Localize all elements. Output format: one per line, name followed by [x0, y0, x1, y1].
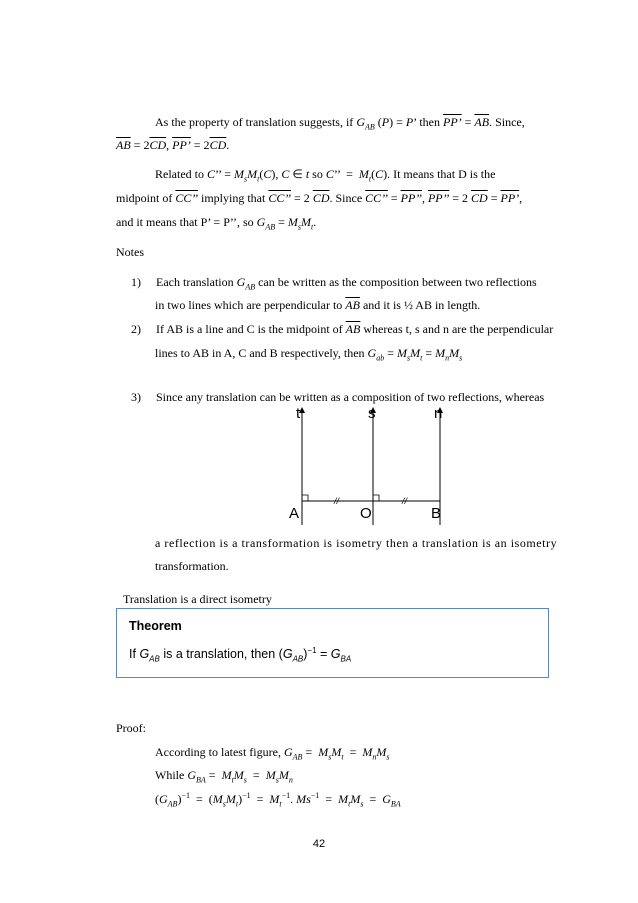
text-segment: a reflection is a transformation is isometry then a translation is an isometry	[155, 536, 558, 550]
tick-mark-right: //	[402, 496, 408, 506]
text-segment: If	[129, 647, 136, 661]
text-segment: and it means that P’ = P’’, so	[116, 215, 254, 229]
paragraph-related: Related to C’’ = $M_sM_t(C)$, C ∈ t so C’’ = $M_t(C)$. It means that D is the	[155, 167, 496, 184]
label-n: n	[434, 405, 443, 422]
right-angle-mark-a	[302, 495, 308, 501]
label-b: B	[431, 505, 442, 522]
reflection-figure	[280, 400, 480, 525]
list-number: 1)	[131, 275, 141, 289]
text-segment: Related to	[155, 167, 204, 181]
theorem-title: Theorem	[129, 619, 182, 633]
theorem-text: If $G_{AB}$ is a translation, then $(G_{AB})^{-1} = G_{BA}$	[129, 645, 352, 664]
paragraph-translation-property: As the property of translation suggests, if $G_{AB}$ (P) = P’ then PP’ = $\overline{AB}$. Since,	[155, 115, 525, 132]
text-segment: According to latest figure,	[155, 745, 281, 759]
note-2-line-2: lines to AB in A, C and B respectively, then $G_{ab} = M_sM_t = M_nM_s$	[155, 346, 463, 363]
translation-direct-isometry: Translation is a direct isometry	[123, 592, 272, 606]
text-segment: . Since,	[489, 115, 525, 129]
equation-line: $\overline{AB} = 2\overline{CD}$, PP’ = $2\overline{CD}$.	[116, 138, 230, 152]
label-t: t	[296, 405, 301, 422]
text-segment: and it is ½ AB in length.	[362, 298, 481, 312]
text-segment: As the property of translation suggests, if	[155, 115, 354, 129]
right-angle-mark-o	[373, 495, 379, 501]
theorem-box	[116, 608, 549, 678]
text-segment: midpoint of	[116, 191, 173, 205]
list-number: 2)	[131, 322, 141, 336]
text-segment: Each translation	[156, 275, 234, 289]
text-segment: implying that	[201, 191, 266, 205]
text-segment: can be written as the composition between two reflections	[258, 275, 537, 289]
label-s: s	[368, 405, 376, 422]
note-1-line-1: 1) Each translation $G_{AB}$ can be written as the composition between two reflections	[131, 275, 537, 292]
proof-heading: Proof:	[116, 721, 146, 735]
notes-heading: Notes	[116, 245, 144, 259]
text-segment: While	[155, 768, 185, 782]
label-a: A	[289, 505, 300, 522]
list-number: 3)	[131, 390, 141, 404]
proof-line-2: While $G_{BA} = M_tM_s = M_sM_n$	[155, 768, 293, 785]
note-2-line-1: 2) If AB is a line and C is the midpoint of $\overline{AB}$ whereas t, s and n are the perpendicular	[131, 322, 554, 336]
proof-line-3: $(G_{AB})^{-1} = (M_sM_t)^{-1} = M_t^{-1}$. $Ms^{-1} = M_tM_s = G_{BA}$	[155, 791, 401, 809]
proof-line-1: According to latest figure, $G_{AB} = M_sM_t = M_nM_s$	[155, 745, 390, 762]
text-segment: Since any translation can be written as a composition of two reflections, whereas	[156, 390, 545, 404]
tick-mark-left: //	[334, 496, 340, 506]
note-3-line-3: transformation.	[155, 559, 229, 573]
text-segment: lines to AB in A, C and B respectively, then	[155, 346, 365, 360]
note-3-line-2	[155, 535, 557, 551]
text-segment: whereas t, s and n are the perpendicular	[363, 322, 554, 336]
text-segment: in two lines which are perpendicular to	[155, 298, 343, 312]
text-segment: . It means that D is the	[387, 167, 496, 181]
note-1-line-2: in two lines which are perpendicular to $\overline{AB}$ and it is ½ AB in length.	[155, 298, 481, 312]
text-segment: If AB is a line and C is the midpoint of	[156, 322, 343, 336]
text-segment: is a translation, then	[163, 647, 276, 661]
paragraph-conclusion: and it means that P’ = P’’, so $G_{AB} = M_sM_t$.	[116, 215, 317, 232]
page-number: 42	[312, 838, 326, 850]
paragraph-midpoint: midpoint of CC’’ implying that CC’’ = 2 $\overline{CD}$. Since CC’’ = PP’’, PP’’ = 2 $\overline{CD}$ = PP’,	[116, 191, 523, 205]
label-o: O	[360, 505, 372, 522]
